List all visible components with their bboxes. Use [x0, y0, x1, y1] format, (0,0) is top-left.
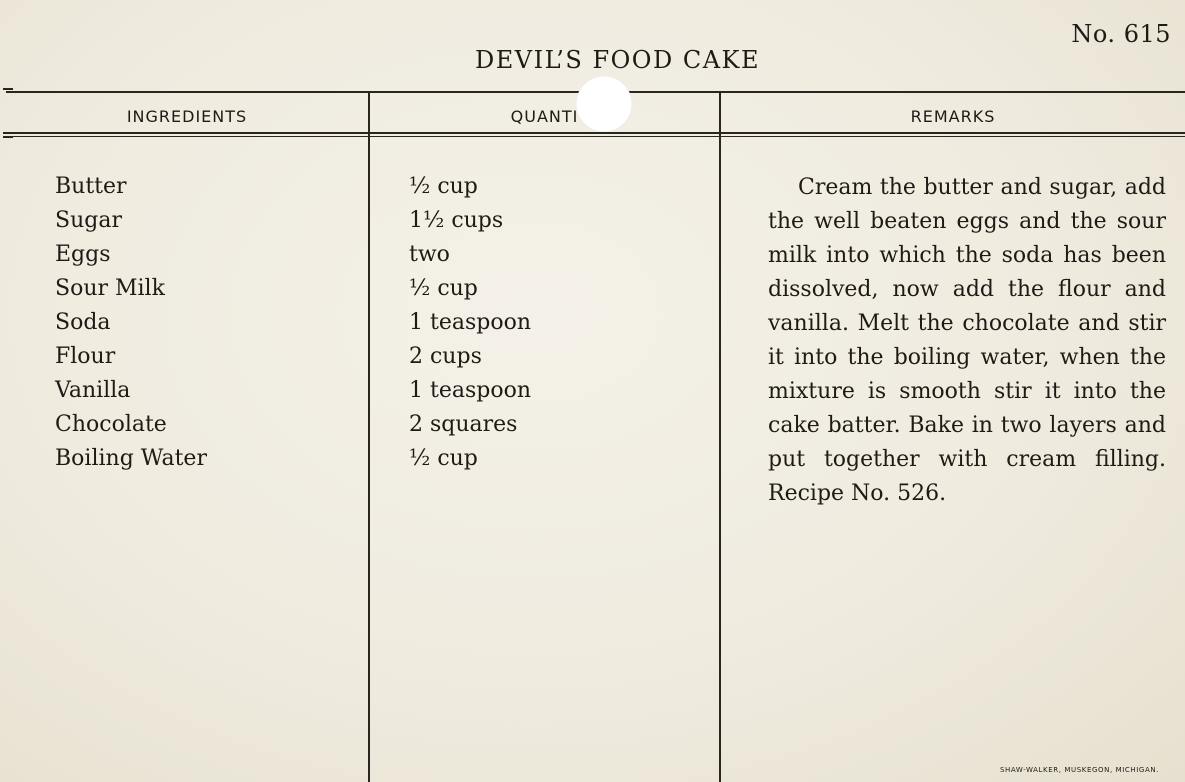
- ingredient-quantity: 1 teaspoon: [409, 310, 531, 335]
- punch-hole: [576, 76, 632, 132]
- ingredient-name: Soda: [55, 310, 111, 335]
- ingredient-quantity: 1½ cups: [409, 208, 504, 233]
- ingredient-name: Vanilla: [55, 378, 131, 403]
- margin-tick: [3, 88, 13, 90]
- ingredient-quantity: 2 cups: [409, 344, 482, 369]
- ingredient-name: Eggs: [55, 242, 111, 267]
- column-divider: [719, 92, 721, 782]
- ingredient-name: Sugar: [55, 208, 122, 233]
- ingredient-name: Sour Milk: [55, 276, 165, 301]
- ingredient-quantity: 2 squares: [409, 412, 518, 437]
- ingredient-quantity: 1 teaspoon: [409, 378, 531, 403]
- ingredient-name: Butter: [55, 174, 127, 199]
- remarks-text: Cream the butter and sugar, add the well beaten eggs and the sour milk into which the soda has been dissolved, now add the flour and vanilla. Melt the chocolate and stir it into the boiling water, when the mixture is smooth stir it into the cake batter. Bake in two layers and put together with cream filling. Recipe No. 526.: [768, 175, 1166, 506]
- column-divider: [368, 92, 370, 782]
- ingredient-quantity: ½ cup: [409, 276, 478, 301]
- recipe-title: DEVIL’S FOOD CAKE: [475, 46, 760, 74]
- ingredient-name: Boiling Water: [55, 446, 207, 471]
- ingredients-header: INGREDIENTS: [126, 107, 248, 126]
- ingredient-name: Flour: [55, 344, 116, 369]
- ingredient-quantity: ½ cup: [409, 446, 478, 471]
- printer-imprint: SHAW-WALKER, MUSKEGON, MICHIGAN.: [1000, 766, 1159, 774]
- ingredient-quantity: ½ cup: [409, 174, 478, 199]
- remarks-header: REMARKS: [910, 107, 996, 126]
- header-rule-thin: [6, 136, 1185, 137]
- card-number: No. 615: [1071, 20, 1171, 48]
- ingredient-quantity: two: [409, 242, 450, 267]
- ingredient-name: Chocolate: [55, 412, 167, 437]
- header-rule: [6, 132, 1185, 134]
- quantity-header: QUANTI: [510, 107, 579, 126]
- quantity-list: [409, 170, 531, 476]
- ingredient-list: [55, 170, 207, 476]
